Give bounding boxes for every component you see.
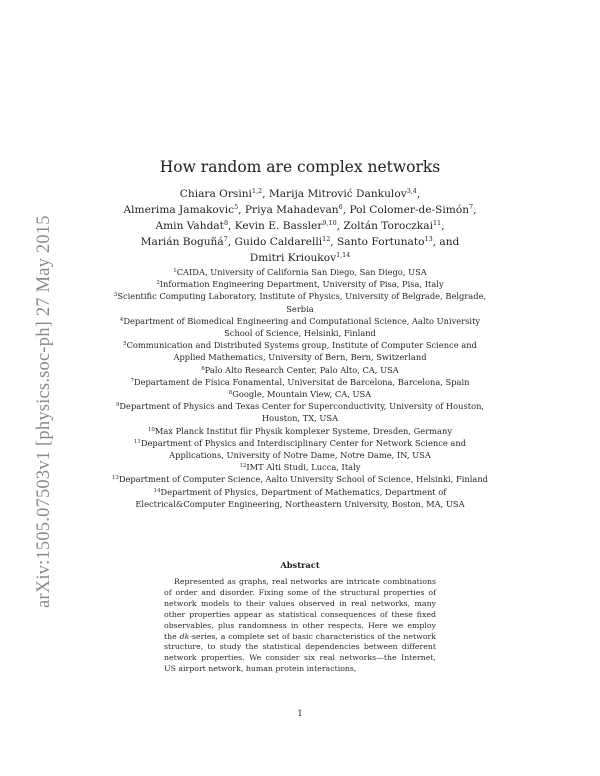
- affiliation: $^3$Scientific Computing Laboratory, Institute of Physics, University of Belgrade, Belgrade, Serbia: [113, 291, 487, 314]
- affiliation: $^1$CAIDA, University of California San Diego, San Diego, USA: [173, 267, 427, 277]
- arxiv-identifier-stamp: arXiv:1505.07503v1 [physics.soc-ph] 27 May 2015: [34, 215, 54, 608]
- affiliation: $^7$Departament de Física Fonamental, Universitat de Barcelona, Barcelona, Spain: [130, 376, 470, 387]
- affiliation: $^9$Department of Physics and Texas Center for Superconductivity, University of Houston, Houston, TX, USA: [115, 401, 485, 424]
- paper-title: How random are complex networks: [159, 158, 441, 176]
- author: Santo Fortunato$^{13}$: [337, 235, 433, 248]
- author-list: Chiara Orsini$^{1,2}$, Marija Mitrović Dankulov$^{3,4}$, Almerima Jamakovic$^5$, Priya Mahadevan$^6$, Pol Colomer-de-Simón$^7$, Amin Vahdat$^8$, Kevin E. Bassler$^{9,10}$, Zoltán Toroczkai$^{11}$, Marián Boguñá$^7$, Guido Caldarelli$^{12}$, Santo Fortunato$^{13}$, and Dmitri Krioukov$^{1,14}$: [123, 187, 477, 264]
- author: Marián Boguñá$^7$: [140, 235, 228, 248]
- affiliation: $^6$Palo Alto Research Center, Palo Alto, CA, USA: [201, 364, 399, 375]
- author: Marija Mitrović Dankulov$^{3,4}$: [268, 187, 417, 200]
- affiliation: $^{10}$Max Planck Institut für Physik komplexer Systeme, Dresden, Germany: [147, 425, 453, 436]
- author: Almerima Jamakovic$^5$: [123, 203, 239, 216]
- affiliation-list: [110, 266, 490, 510]
- abstract-heading: Abstract: [280, 560, 320, 570]
- page-number: 1: [297, 708, 303, 718]
- affiliation: $^{13}$Department of Computer Science, Aalto University School of Science, Helsinki, Finland: [112, 474, 488, 485]
- author: Zoltán Toroczkai$^{11}$: [343, 219, 442, 232]
- affiliation: $^2$Information Engineering Department, University of Pisa, Pisa, Italy: [156, 279, 444, 290]
- author: Chiara Orsini$^{1,2}$: [179, 187, 263, 200]
- author: Dmitri Krioukov$^{1,14}$: [249, 251, 351, 264]
- author: Amin Vahdat$^8$: [155, 219, 229, 232]
- affiliation: $^8$Google, Mountain View, CA, USA: [228, 389, 372, 400]
- author: Pol Colomer-de-Simón$^7$: [349, 203, 474, 216]
- author: Guido Caldarelli$^{12}$: [234, 235, 331, 248]
- affiliation: $^{11}$Department of Physics and Interdisciplinary Center for Network Science and Applications, University of Notre Dame, Notre Dame, IN, USA: [133, 437, 467, 461]
- affiliation: $^5$Communication and Distributed Systems group, Institute of Computer Science and Applied Mathematics, University of Bern, Bern, Switzerland: [123, 340, 477, 363]
- affiliation: $^{12}$IMT Alti Studi, Lucca, Italy: [239, 462, 361, 473]
- affiliation: $^4$Department of Biomedical Engineering and Computational Science, Aalto University School of Science, Helsinki, Finland: [119, 315, 481, 339]
- abstract-body: Represented as graphs, real networks are intricate combinations of order and disorder. Fixing some of the structural properties of network models to their values observed in real networks, many other properties appear as statistical consequences of these fixed observables, plus randomness in other respects. Here we employ the dk-series, a complete set of basic characteristics of the network structure, to study the statistical dependencies between different network properties. We consider six real networks—the Internet, US airport network, human protein interactions,: [164, 577, 436, 674]
- author: Kevin E. Bassler$^{9,10}$: [234, 219, 337, 232]
- author: Priya Mahadevan$^6$: [244, 203, 343, 216]
- author-conjunction: and: [439, 236, 460, 248]
- affiliation: $^{14}$Department of Physics, Department of Mathematics, Department of Electrical&Computer Engineering, Northeastern University, Boston, MA, USA: [135, 486, 465, 509]
